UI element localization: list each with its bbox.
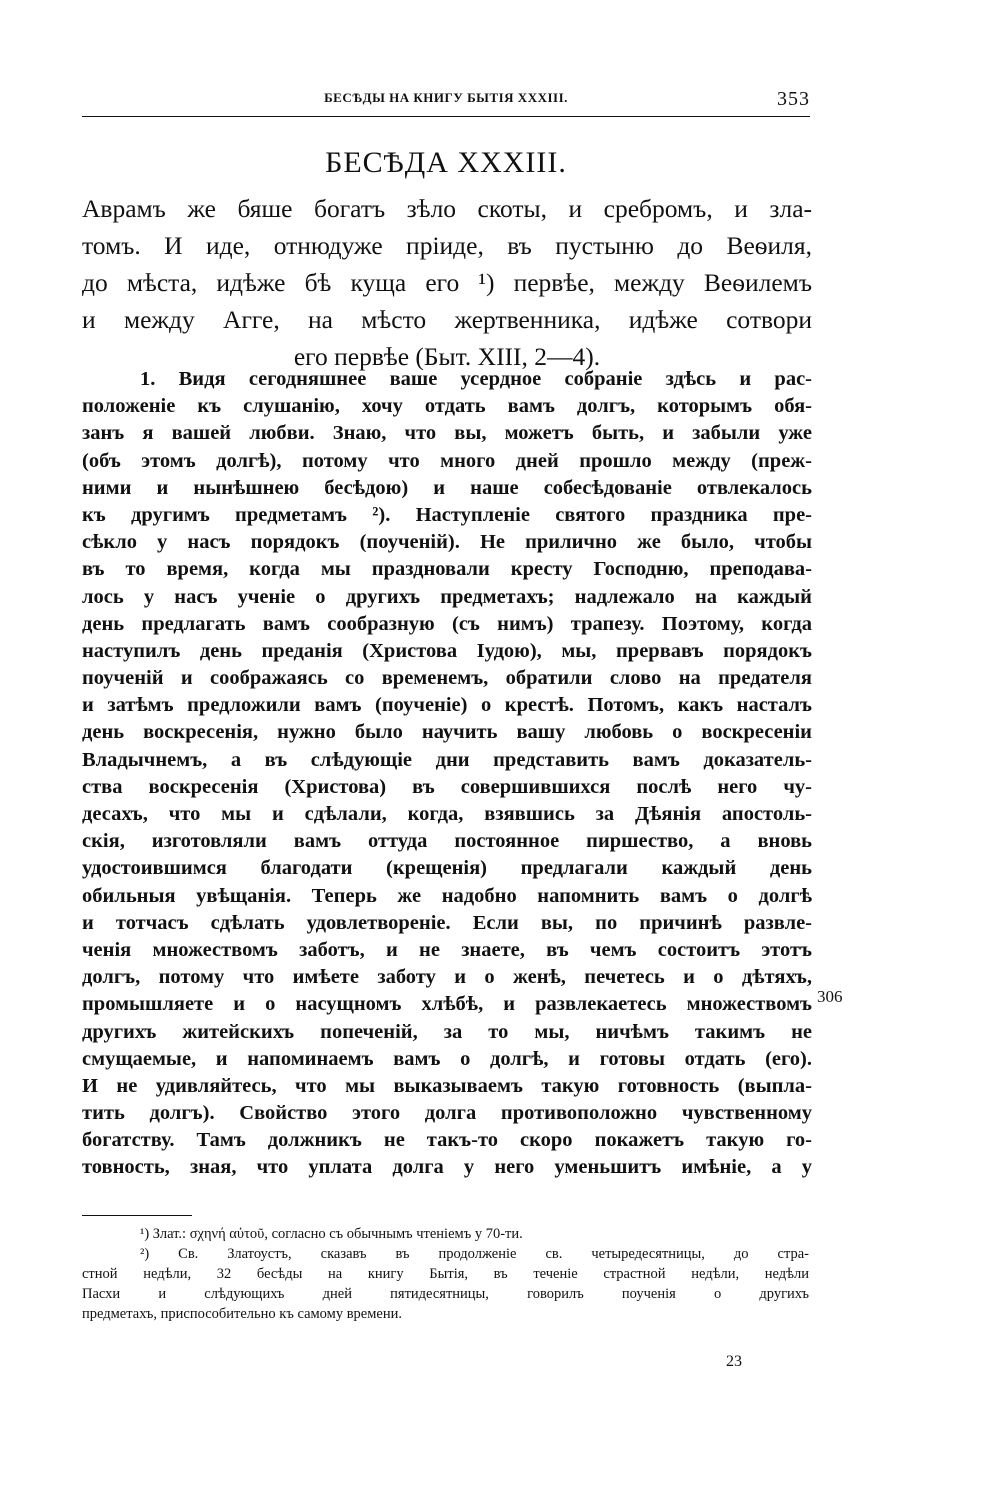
body-line: долгъ, потому что имѣете заботу и о женѣ, печетесь и о дѣтяхъ, [82, 966, 812, 989]
body-line: обильныя увѣщанія. Теперь же надобно напомнить вамъ о долгѣ [82, 884, 812, 907]
epigraph-line: его первѣе (Быт. XIII, 2—4). [293, 342, 601, 371]
body-line: въ то время, когда мы праздновали кресту Господню, преподава- [82, 558, 812, 581]
footnote-divider [82, 1215, 192, 1216]
homily-title: БЕСѢДА XXXIII. [325, 146, 567, 179]
body-line: скія, изготовляли вамъ оттуда постоянное пиршество, а вновь [82, 830, 812, 853]
footnote-line: ²) Св. Златоустъ, сказавъ въ продолженіе св. четыредесятницы, до стра- [140, 1246, 809, 1262]
body-line: И не удивляйтесь, что мы выказываемъ такую готовность (выпла- [82, 1074, 812, 1097]
body-line: десахъ, что мы и сдѣлали, когда, взявшись за Дѣянія апостоль- [82, 803, 812, 825]
footnote-line: ¹) Злат.: σχηνή αὐτοῦ, согласно съ обычнымъ чтеніемъ у 70-ти. [140, 1226, 523, 1242]
body-line: товность, зная, что уплата долга у него уменьшитъ имѣніе, а у [82, 1156, 812, 1179]
page-number: 353 [777, 88, 810, 110]
footnote-line: стной недѣли, 32 бесѣды на книгу Бытія, въ теченіе страстной недѣли, недѣли [82, 1266, 809, 1282]
epigraph-line: томъ. И иде, отнюдуже пріиде, въ пустыню до Веѳиля, [82, 231, 812, 260]
footnotes [82, 1224, 809, 1324]
body-line: другихъ житейскихъ попеченій, за то мы, ничѣмъ такимъ не [82, 1020, 812, 1043]
body-line: поученій и соображаясь со временемъ, обратили слово на предателя [82, 667, 812, 690]
body-line: къ другимъ предметамъ ²). Наступленіе святого праздника пре- [82, 503, 812, 526]
body-line: промышляете и о насущномъ хлѣбѣ, и развлекаетесь множествомъ [82, 993, 812, 1016]
body-line: и тотчасъ сдѣлать удовлетвореніе. Если вы, по причинѣ развле- [82, 911, 812, 934]
body-line: удостоившимся благодати (крещенія) предлагали каждый день [82, 857, 812, 880]
footnote-line: предметахъ, приспособительно къ самому времени. [82, 1306, 402, 1322]
footnote-line: Пасхи и слѣдующихъ дней пятидесятницы, говорилъ поученія о другихъ [82, 1286, 809, 1302]
body-line: день предлагать вамъ сообразную (съ нимъ) трапезу. Поэтому, когда [82, 612, 812, 635]
body-line: положеніе къ слушанію, хочу отдать вамъ долгъ, которымъ обя- [82, 395, 812, 418]
epigraph-line: до мѣста, идѣже бѣ куща его ¹) первѣе, между Веѳилемъ [82, 268, 812, 297]
body-text [82, 366, 812, 1182]
body-line: сѣкло у насъ порядокъ (поученій). Не прилично же было, чтобы [82, 531, 812, 554]
body-line: (объ этомъ долгѣ), потому что много дней прошло между (преж- [82, 449, 812, 472]
margin-reference-number: 306 [817, 987, 843, 1006]
epigraph-line: Аврамъ же бяше богатъ зѣло скоты, и сребромъ, и зла- [82, 194, 812, 223]
body-line: занъ я вашей любви. Знаю, что вы, можетъ быть, и забыли уже [82, 422, 812, 445]
body-line: смущаемые, и напоминаемъ вамъ о долгѣ, и готовы отдать (его). [82, 1047, 812, 1070]
body-line: Владычнемъ, а въ слѣдующіе дни представить вамъ доказатель- [82, 748, 812, 771]
body-line: ними и нынѣшнею бесѣдою) и наше собесѣдованіе отвлекалось [82, 476, 812, 499]
body-line: день воскресенія, нужно было научить вашу любовь о воскресеніи [82, 721, 812, 744]
body-line: тить долгъ). Свойство этого долга противоположно чувственному [82, 1102, 812, 1125]
body-line: 1. Видя сегодняшнее ваше усердное собраніе здѣсь и рас- [140, 368, 812, 390]
body-line: богатству. Тамъ должникъ не такъ-то скоро покажетъ такую го- [82, 1129, 812, 1152]
body-line: лось у насъ ученіе о другихъ предметахъ; надлежало на каждый [82, 585, 812, 608]
epigraph [82, 190, 812, 375]
body-line: наступилъ день преданія (Христова Іудою), мы, прервавъ порядокъ [82, 639, 812, 662]
running-head-title: БЕСѢДЫ НА КНИГУ БЫТІЯ XXXIII. [324, 90, 568, 105]
body-line: ства воскресенія (Христова) въ совершившихся послѣ него чу- [82, 775, 812, 798]
printer-signature-mark: 23 [726, 1353, 742, 1370]
body-line: ченія множествомъ заботъ, и не знаете, въ чемъ состоитъ этотъ [82, 938, 812, 961]
running-head [82, 88, 810, 117]
epigraph-line: и между Агге, на мѣсто жертвенника, идѣже сотвори [82, 305, 812, 334]
body-line: и затѣмъ предложили вамъ (поученіе) о крестѣ. Потомъ, какъ насталъ [82, 694, 812, 717]
